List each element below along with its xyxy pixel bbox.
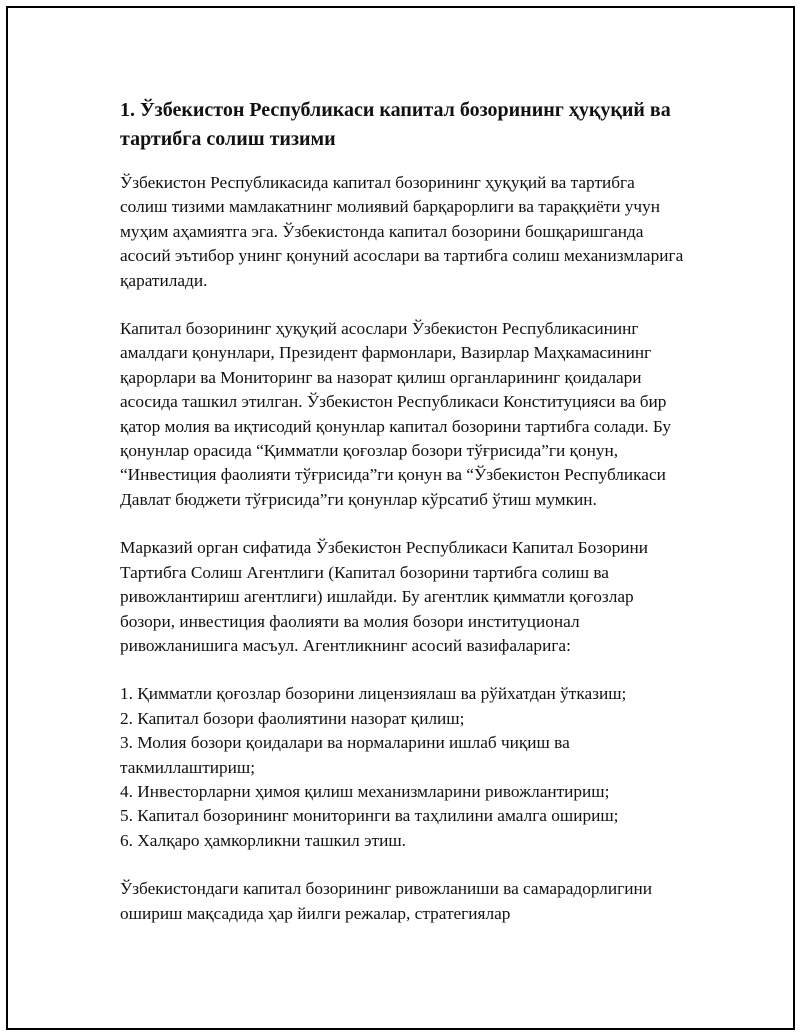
agency-tasks-list: [120, 682, 685, 853]
list-item: 2. Капитал бозори фаолиятини назорат қилиш;: [120, 708, 465, 728]
paragraph-closing: Ўзбекистондаги капитал бозорининг ривожланиши ва самарадорлигини ошириш мақсадида ҳар йилги режалар, стратегиялар: [120, 879, 652, 923]
list-item: 6. Халқаро ҳамкорликни ташкил этиш.: [120, 830, 406, 850]
list-item: 4. Инвесторларни ҳимоя қилиш механизмларини ривожлантириш;: [120, 781, 610, 801]
document-body: [120, 96, 685, 950]
paragraph-agency: Марказий орган сифатида Ўзбекистон Республикаси Капитал Бозорини Тартибга Солиш Агентлиги (Капитал бозорини тартибга солиш ва ривожлантириш агентлиги) ишлайди. Бу агентлик қимматли қоғозлар бозори, инвестиция фаолияти ва молия бозори институционал ривожланишига масъул. Агентликнинг асосий вазифаларига:: [120, 538, 648, 655]
list-item: 3. Молия бозори қоидалари ва нормаларини ишлаб чиқиш ва такмиллаштириш;: [120, 733, 570, 777]
document-page: [6, 6, 795, 1030]
paragraph-intro: Ўзбекистон Республикасида капитал бозорининг ҳуқуқий ва тартибга солиш тизими мамлакатнинг молиявий барқарорлиги ва тараққиёти учун муҳим аҳамиятга эга. Ўзбекистонда капитал бозорини бошқаришганда асосий эътибор унинг қонуний асослари ва тартибга солиш механизмларига қаратилади.: [120, 173, 684, 290]
list-item: 5. Капитал бозорининг мониторинги ва таҳлилини амалга ошириш;: [120, 806, 619, 826]
paragraph-legal-basis: Капитал бозорининг ҳуқуқий асослари Ўзбекистон Республикасининг амалдаги қонунлари, Президент фармонлари, Вазирлар Маҳкамасининг қарорлари ва Мониторинг ва назорат қилиш органларининг қоидалари асосида ташкил этилган. Ўзбекистон Республикаси Конституцияси ва бир қатор молия ва иқтисодий қонунлар капитал бозорини тартибга солади. Бу қонунлар орасида “Қимматли қоғозлар бозори тўғрисида”ги қонун, “Инвестиция фаолияти тўғрисида”ги қонун ва “Ўзбекистон Республикаси Давлат бюджети тўғрисида”ги қонунлар кўрсатиб ўтиш мумкин.: [120, 319, 672, 509]
list-item: 1. Қимматли қоғозлар бозорини лицензиялаш ва рўйхатдан ўтказиш;: [120, 684, 627, 704]
section-heading: 1. Ўзбекистон Республикаси капитал бозорининг ҳуқуқий ва тартибга солиш тизими: [120, 99, 671, 150]
